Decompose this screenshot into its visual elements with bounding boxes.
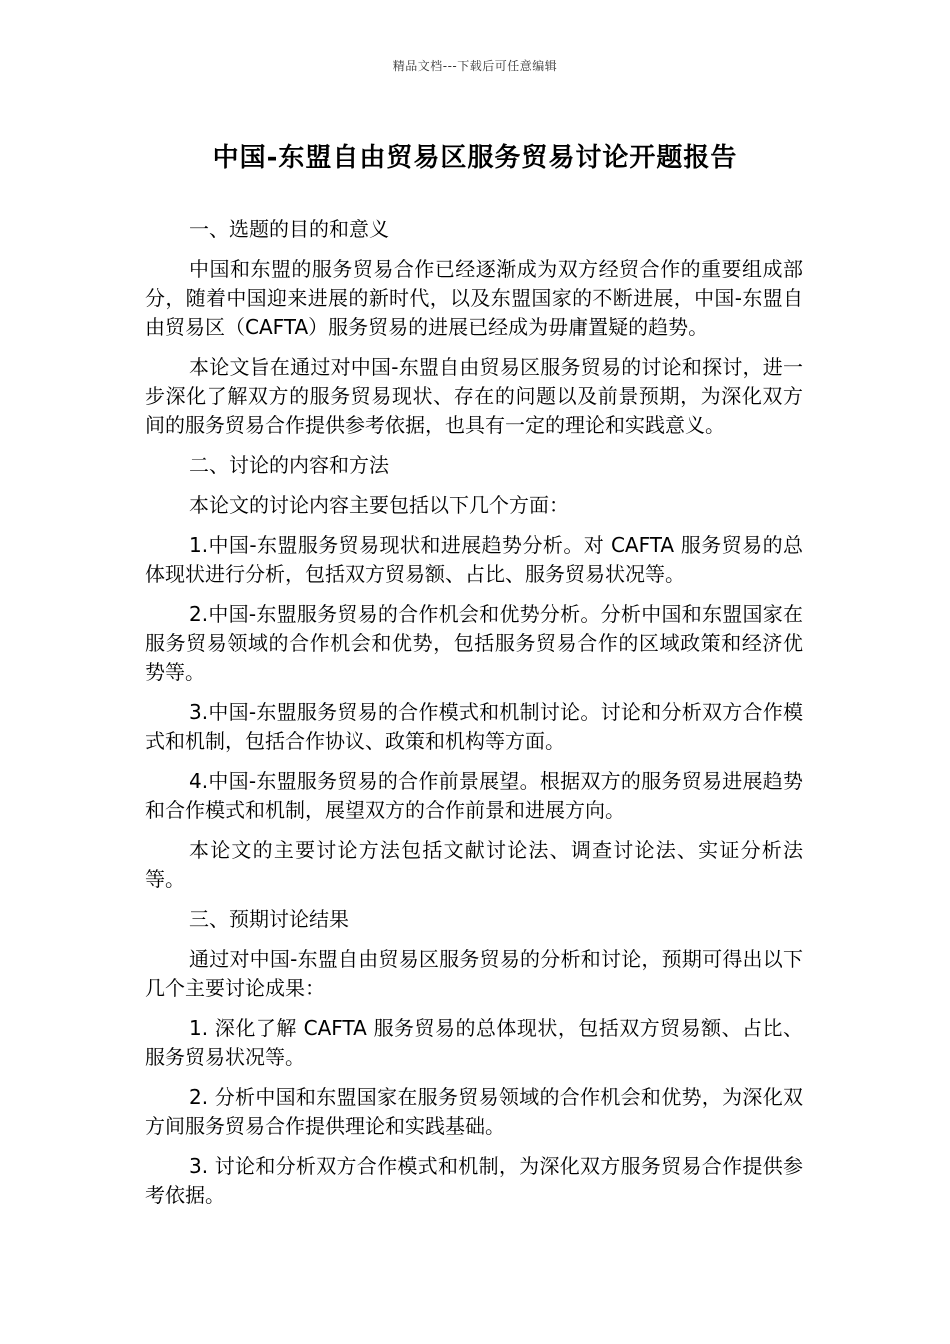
list-item-result-1: 1. 深化了解 CAFTA 服务贸易的总体现状，包括双方贸易额、占比、服务贸易状况等。 (145, 1016, 803, 1069)
list-item-result-3: 3. 讨论和分析双方合作模式和机制，为深化双方服务贸易合作提供参考依据。 (145, 1154, 803, 1207)
paragraph-methods: 本论文的主要讨论方法包括文献讨论法、调查讨论法、实证分析法等。 (145, 838, 803, 891)
list-item-content-2: 2.中国-东盟服务贸易的合作机会和优势分析。分析中国和东盟国家在服务贸易领域的合作机会和优势，包括服务贸易合作的区域政策和经济优势等。 (145, 602, 803, 684)
section-heading-purpose: 一、选题的目的和意义 (189, 217, 389, 241)
paragraph-results-intro: 通过对中国-东盟自由贸易区服务贸易的分析和讨论，预期可得出以下几个主要讨论成果： (145, 947, 803, 1000)
section-heading-content: 二、讨论的内容和方法 (189, 453, 389, 477)
paragraph-objective: 本论文旨在通过对中国-东盟自由贸易区服务贸易的讨论和探讨，进一步深化了解双方的服务贸易现状、存在的问题以及前景预期，为深化双方间的服务贸易合作提供参考依据，也具有一定的理论和实践意义。 (145, 355, 803, 437)
document-title: 中国-东盟自由贸易区服务贸易讨论开题报告 (212, 143, 738, 173)
section-heading-results: 三、预期讨论结果 (189, 907, 349, 931)
document-body (145, 215, 803, 1221)
paragraph-content-intro: 本论文的讨论内容主要包括以下几个方面： (189, 493, 569, 517)
list-item-content-1: 1.中国-东盟服务贸易现状和进展趋势分析。对 CAFTA 服务贸易的总体现状进行分析，包括双方贸易额、占比、服务贸易状况等。 (145, 533, 803, 586)
list-item-content-4: 4.中国-东盟服务贸易的合作前景展望。根据双方的服务贸易进展趋势和合作模式和机制，展望双方的合作前景和进展方向。 (145, 769, 803, 822)
paragraph-background: 中国和东盟的服务贸易合作已经逐渐成为双方经贸合作的重要组成部分，随着中国迎来进展的新时代，以及东盟国家的不断进展，中国-东盟自由贸易区（CAFTA）服务贸易的进展已经成为毋庸置疑的趋势。 (145, 257, 803, 339)
list-item-content-3: 3.中国-东盟服务贸易的合作模式和机制讨论。讨论和分析双方合作模式和机制，包括合作协议、政策和机构等方面。 (145, 700, 803, 753)
list-item-result-2: 2. 分析中国和东盟国家在服务贸易领域的合作机会和优势，为深化双方间服务贸易合作提供理论和实践基础。 (145, 1085, 803, 1138)
header-note: 精品文档---下载后可任意编辑 (392, 59, 558, 73)
